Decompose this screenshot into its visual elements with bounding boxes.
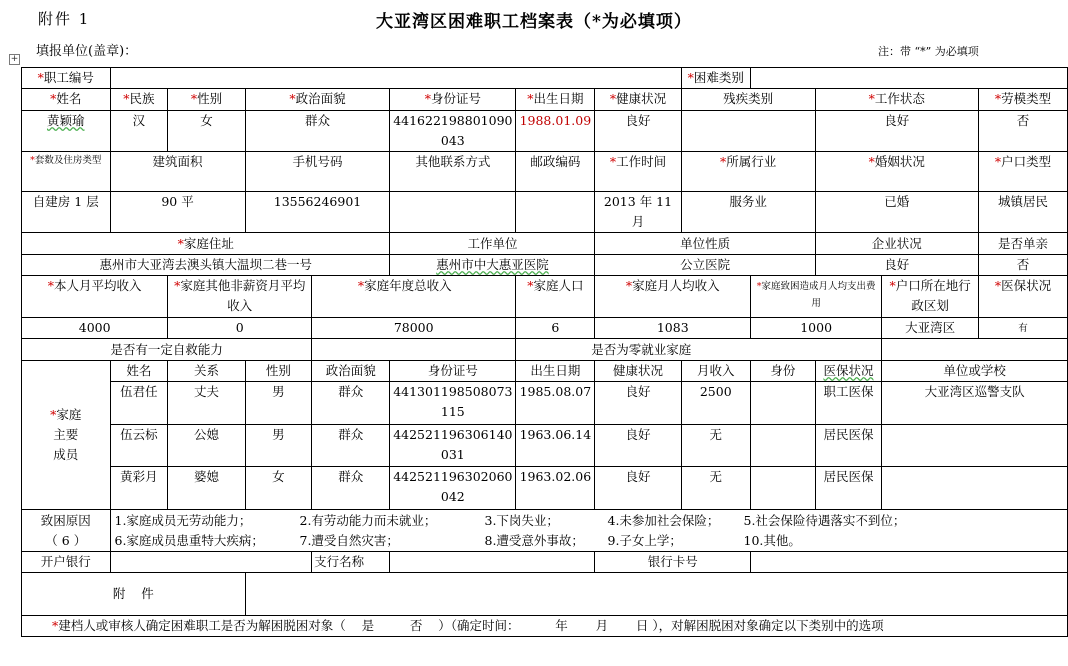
- member-medical[interactable]: 职工医保: [815, 382, 882, 425]
- cause-option[interactable]: 2.有劳动能力而未就业；: [299, 512, 437, 528]
- member-unit-header: 单位或学校: [882, 361, 1068, 382]
- member-identity[interactable]: [751, 425, 816, 467]
- work-status-label: *工作状态: [815, 89, 978, 111]
- member-gender[interactable]: 女: [245, 467, 312, 510]
- member-birth[interactable]: 1963.06.14: [516, 425, 595, 467]
- model-worker-label: *劳模类型: [978, 89, 1067, 111]
- cause-option[interactable]: 1.家庭成员无劳动能力；: [114, 512, 252, 528]
- table-move-handle-icon[interactable]: +: [10, 54, 19, 64]
- ethnicity-label: *民族: [110, 89, 168, 111]
- hardship-type-label: *困难类别: [681, 68, 751, 89]
- disability-label: 残疾类别: [681, 89, 815, 111]
- political-value[interactable]: 群众: [245, 111, 390, 152]
- work-status-value[interactable]: 良好: [815, 111, 978, 152]
- annual-income-label: *家庭年度总收入: [312, 276, 516, 318]
- member-medical-header: 医保状况: [815, 361, 882, 382]
- branch-field[interactable]: [390, 552, 595, 573]
- member-id[interactable]: 442521196306140031: [390, 425, 516, 467]
- employer-value[interactable]: 惠州市中大惠亚医院: [390, 255, 595, 276]
- member-birth-header: 出生日期: [516, 361, 595, 382]
- member-name[interactable]: 伍云标: [110, 425, 168, 467]
- table-row: [22, 467, 1068, 510]
- cause-option[interactable]: 9.子女上学；: [607, 532, 682, 548]
- member-political[interactable]: 群众: [312, 382, 390, 425]
- residence-type-value[interactable]: 自建房 1 层: [22, 192, 111, 233]
- member-health-header: 健康状况: [595, 361, 681, 382]
- building-area-value[interactable]: 90 平: [110, 192, 245, 233]
- disability-value[interactable]: [681, 111, 815, 152]
- health-label: *健康状况: [595, 89, 681, 111]
- table-row: [22, 425, 1068, 467]
- household-size-value[interactable]: 6: [516, 318, 595, 339]
- per-capita-income-value[interactable]: 1083: [595, 318, 751, 339]
- single-parent-value[interactable]: 否: [978, 255, 1067, 276]
- self-rescue-label: 是否有一定自救能力: [22, 339, 312, 361]
- model-worker-value[interactable]: 否: [978, 111, 1067, 152]
- gender-label: *性别: [168, 89, 245, 111]
- other-contact-value[interactable]: [390, 192, 516, 233]
- attachment-field[interactable]: [245, 573, 1067, 616]
- household-size-label: *家庭人口: [516, 276, 595, 318]
- cause-label: 致困原因 （ 6 ）: [22, 510, 111, 552]
- employer-label: 工作单位: [390, 233, 595, 255]
- industry-label: *所属行业: [681, 152, 815, 192]
- reporting-unit-label: 填报单位(盖章)：: [36, 44, 138, 59]
- hukou-location-label: *户口所在地行政区划: [882, 276, 979, 318]
- work-time-label: *工作时间: [595, 152, 681, 192]
- member-unit[interactable]: 大亚湾区巡警支队: [882, 382, 1068, 425]
- hardship-expense-value[interactable]: 1000: [751, 318, 882, 339]
- member-gender[interactable]: 男: [245, 382, 312, 425]
- hukou-location-value[interactable]: 大亚湾区: [882, 318, 979, 339]
- hukou-type-label: *户口类型: [978, 152, 1067, 192]
- member-political-header: 政治面貌: [312, 361, 390, 382]
- id-no-value[interactable]: 441622198801090043: [390, 111, 516, 152]
- industry-value[interactable]: 服务业: [681, 192, 815, 233]
- phone-value[interactable]: 13556246901: [245, 192, 390, 233]
- marital-value[interactable]: 已婚: [815, 192, 978, 233]
- company-status-label: 企业状况: [815, 233, 978, 255]
- attachment-number: 附件 1: [38, 10, 91, 28]
- cause-option[interactable]: 8.遭受意外事故；: [484, 532, 584, 548]
- hukou-type-value[interactable]: 城镇居民: [978, 192, 1067, 233]
- cause-option[interactable]: 4.未参加社会保险；: [607, 512, 720, 528]
- member-income[interactable]: 2500: [681, 382, 751, 425]
- employer-nature-value[interactable]: 公立医院: [595, 255, 815, 276]
- medical-label: *医保状况: [978, 276, 1067, 318]
- card-field[interactable]: [751, 552, 1068, 573]
- personal-income-value[interactable]: 4000: [22, 318, 168, 339]
- name-value[interactable]: 黄颖瑜: [22, 111, 111, 152]
- member-income-header: 月收入: [681, 361, 751, 382]
- form-title: 大亚湾区困难职工档案表（*为必填项）: [376, 12, 692, 32]
- member-health[interactable]: 良好: [595, 467, 681, 510]
- company-status-value[interactable]: 良好: [815, 255, 978, 276]
- card-label: 银行卡号: [595, 552, 751, 573]
- address-label: *家庭住址: [22, 233, 390, 255]
- other-income-label: *家庭其他非薪资月平均收入: [168, 276, 312, 318]
- name-label: *姓名: [22, 89, 111, 111]
- self-rescue-value[interactable]: [312, 339, 516, 361]
- cause-option[interactable]: 3.下岗失业；: [484, 512, 559, 528]
- bank-field[interactable]: [110, 552, 312, 573]
- employer-nature-label: 单位性质: [595, 233, 815, 255]
- employee-no-field[interactable]: [110, 68, 681, 89]
- cause-options: [110, 510, 1068, 552]
- phone-label: 手机号码: [245, 152, 390, 192]
- cause-option[interactable]: 7.遭受自然灾害；: [299, 532, 399, 548]
- member-gender[interactable]: 男: [245, 425, 312, 467]
- birth-label: *出生日期: [516, 89, 595, 111]
- member-income[interactable]: 无: [681, 425, 751, 467]
- member-id-header: 身份证号: [390, 361, 516, 382]
- cause-option[interactable]: 6.家庭成员患重特大疾病；: [114, 532, 264, 548]
- gender-value[interactable]: 女: [168, 111, 245, 152]
- table-row: [22, 382, 1068, 425]
- member-unit[interactable]: [882, 425, 1068, 467]
- member-identity-header: 身份: [751, 361, 816, 382]
- member-birth[interactable]: 1985.08.07: [516, 382, 595, 425]
- cause-option[interactable]: 10.其他。: [743, 532, 801, 548]
- member-political[interactable]: 群众: [312, 425, 390, 467]
- member-health[interactable]: 良好: [595, 425, 681, 467]
- poverty-exit-statement: *建档人或审核人确定困难职工是否为解困脱困对象（ 是 否 ）（确定时间： 年 月 日 ），对解困脱困对象确定以下类别中的选项: [22, 616, 1068, 637]
- work-time-value[interactable]: 2013 年 11 月: [595, 192, 681, 233]
- hardship-expense-label: *家庭致困造成月人均支出费用: [751, 276, 882, 318]
- member-id[interactable]: 442521196302060042: [390, 467, 516, 510]
- building-area-label: 建筑面积: [110, 152, 245, 192]
- birth-value[interactable]: 1988.01.09: [516, 111, 595, 152]
- single-parent-label: 是否单亲: [978, 233, 1067, 255]
- member-relation[interactable]: 公媳: [168, 425, 245, 467]
- member-income[interactable]: 无: [681, 467, 751, 510]
- member-name-header: 姓名: [110, 361, 168, 382]
- member-gender-header: 性别: [245, 361, 312, 382]
- postcode-value[interactable]: [516, 192, 595, 233]
- hardship-type-field[interactable]: [751, 68, 1068, 89]
- member-medical[interactable]: 居民医保: [815, 425, 882, 467]
- personal-income-label: *本人月平均收入: [22, 276, 168, 318]
- bank-label: 开户银行: [22, 552, 111, 573]
- cause-option[interactable]: 5.社会保险待遇落实不到位；: [743, 512, 906, 528]
- marital-label: *婚姻状况: [815, 152, 978, 192]
- per-capita-income-label: *家庭月人均收入: [595, 276, 751, 318]
- postcode-label: 邮政编码: [516, 152, 595, 192]
- id-no-label: *身份证号: [390, 89, 516, 111]
- member-relation-header: 关系: [168, 361, 245, 382]
- member-identity[interactable]: [751, 382, 816, 425]
- zero-employment-label: 是否为零就业家庭: [516, 339, 882, 361]
- member-health[interactable]: 良好: [595, 382, 681, 425]
- annual-income-value[interactable]: 78000: [312, 318, 516, 339]
- other-income-value[interactable]: 0: [168, 318, 312, 339]
- family-members-label: *家庭主要成员: [22, 361, 111, 510]
- member-id[interactable]: 441301198508073115: [390, 382, 516, 425]
- address-value[interactable]: 惠州市大亚湾去澳头镇大温坝二巷一号: [22, 255, 390, 276]
- branch-label: 支行名称: [312, 552, 390, 573]
- ethnicity-value[interactable]: 汉: [110, 111, 168, 152]
- employee-no-label: *职工编号: [22, 68, 111, 89]
- political-label: *政治面貌: [245, 89, 390, 111]
- member-birth[interactable]: 1963.02.06: [516, 467, 595, 510]
- other-contact-label: 其他联系方式: [390, 152, 516, 192]
- member-name[interactable]: 伍君任: [110, 382, 168, 425]
- archive-table: [21, 67, 1068, 637]
- member-unit[interactable]: [882, 467, 1068, 510]
- health-value[interactable]: 良好: [595, 111, 681, 152]
- member-relation[interactable]: 婆媳: [168, 467, 245, 510]
- member-political[interactable]: 群众: [312, 467, 390, 510]
- required-note: 注：带 “*” 为必填项: [878, 45, 979, 58]
- member-medical[interactable]: 居民医保: [815, 467, 882, 510]
- member-name[interactable]: 黄彩月: [110, 467, 168, 510]
- attachment-label: 附 件: [22, 573, 246, 616]
- member-relation[interactable]: 丈夫: [168, 382, 245, 425]
- zero-employment-value[interactable]: [882, 339, 1068, 361]
- medical-value[interactable]: 有: [978, 318, 1067, 339]
- residence-type-label: *套数及住房类型: [22, 152, 111, 192]
- member-identity[interactable]: [751, 467, 816, 510]
